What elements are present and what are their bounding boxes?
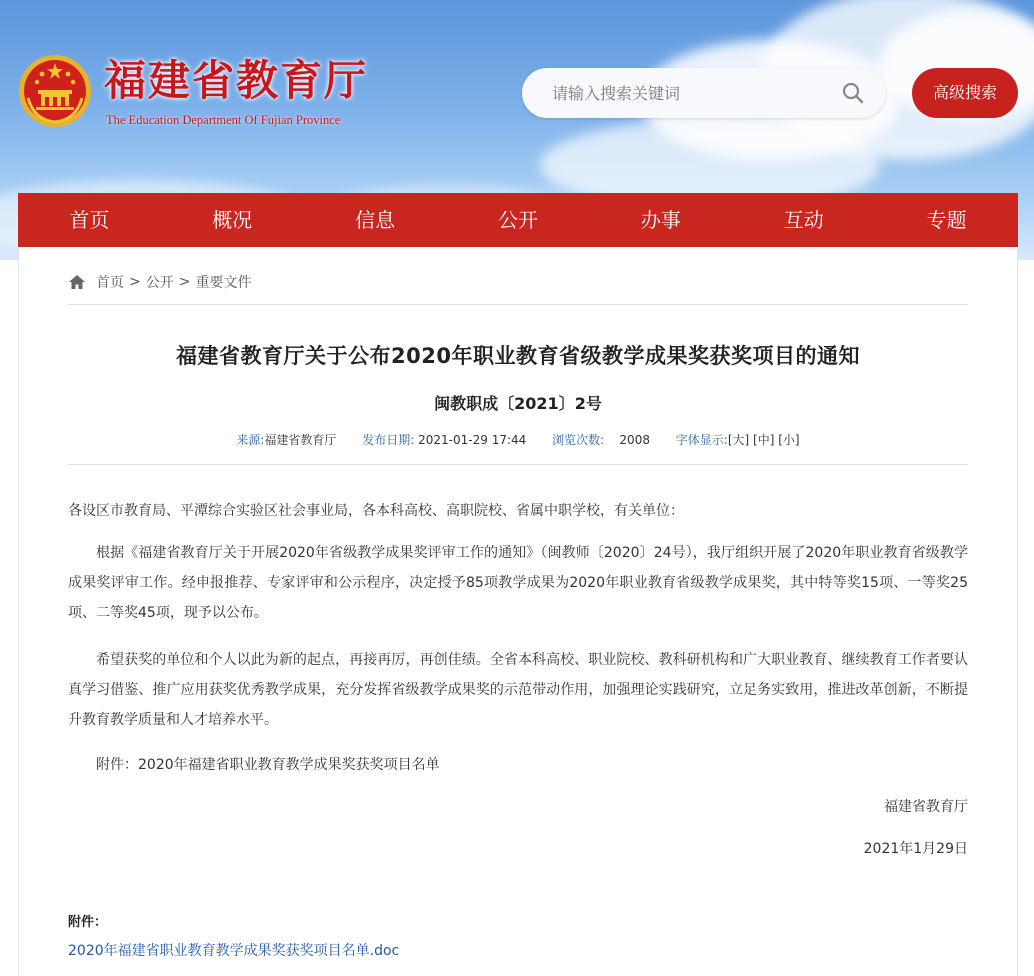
attachment-label: 附件： xyxy=(68,915,108,930)
nav-item-public[interactable]: 公开 xyxy=(498,208,538,232)
nav-item-overview[interactable]: 概况 xyxy=(212,208,253,232)
site-title: 福建省教育厅 xyxy=(104,56,369,105)
font-size-medium[interactable]: [中] xyxy=(753,433,775,447)
search-input[interactable] xyxy=(552,68,842,118)
meta-source-value: 福建省教育厅 xyxy=(264,433,337,447)
article-meta xyxy=(68,431,968,448)
divider xyxy=(68,304,968,305)
meta-date xyxy=(362,433,526,447)
article-signature: 福建省教育厅 xyxy=(884,799,968,815)
meta-font-label: 字体显示: xyxy=(675,433,728,447)
document-number: 闽教职成〔2021〕2号 xyxy=(434,394,602,413)
article-sign-date: 2021年1月29日 xyxy=(863,841,968,857)
nav-item-topics[interactable]: 专题 xyxy=(926,208,967,232)
breadcrumb-separator: > xyxy=(129,274,141,290)
breadcrumb-home[interactable]: 首页 xyxy=(96,275,124,291)
meta-views-value: 2008 xyxy=(619,433,650,447)
article-title: 福建省教育厅关于公布2020年职业教育省级教学成果奖获奖项目的通知 xyxy=(176,344,860,368)
national-emblem-icon xyxy=(18,54,92,128)
advanced-search-button[interactable]: 高级搜索 xyxy=(912,68,1018,118)
meta-date-value: 2021-01-29 17:44 xyxy=(418,433,527,447)
font-size-small[interactable]: [小] xyxy=(778,433,800,447)
breadcrumb xyxy=(68,271,251,293)
meta-source xyxy=(236,433,336,447)
breadcrumb-separator: > xyxy=(178,274,191,290)
breadcrumb-public[interactable]: 公开 xyxy=(145,275,174,291)
divider xyxy=(68,464,968,465)
meta-views xyxy=(552,433,650,447)
home-icon xyxy=(68,274,86,290)
breadcrumb-important-docs[interactable]: 重要文件 xyxy=(195,275,252,291)
search-icon[interactable] xyxy=(842,82,864,104)
article-salutation: 各设区市教育局、平潭综合实验区社会事业局，各本科高校、高职院校、省属中职学校，有关单位： xyxy=(68,503,684,519)
nav-item-interaction[interactable]: 互动 xyxy=(783,208,824,232)
attachment-link[interactable]: 2020年福建省职业教育教学成果奖获奖项目名单.doc xyxy=(68,943,400,959)
meta-date-label: 发布日期: xyxy=(362,433,415,447)
meta-views-label: 浏览次数: xyxy=(552,433,605,447)
font-size-large[interactable]: [大] xyxy=(727,433,750,447)
article-paragraph: 根据《福建省教育厅关于开展2020年省级教学成果奖评审工作的通知》（闽教师〔2020〕24号），我厅组织开展了2020年职业教育省级教学成果奖评审工作。经申报推荐、专家评审和公示程序，决定授予85项教学成果为2020年职业教育省级教学成果奖，其中特等奖15项、一等奖25项、二等奖45项，现予以公布。 xyxy=(68,545,968,621)
article-paragraph: 希望获奖的单位和个人以此为新的起点，再接再厉，再创佳绩。全省本科高校、职业院校、教科研机构和广大职业教育、继续教育工作者要认真学习借鉴、推广应用获奖优秀教学成果，充分发挥省级教学成果奖的示范带动作用，加强理论实践研究，立足务实致用，推进改革创新，不断提升教育教学质量和人才培养水平。 xyxy=(68,652,968,728)
article-attachment-note: 附件：2020年福建省职业教育教学成果奖获奖项目名单 xyxy=(96,757,440,773)
nav-item-info[interactable]: 信息 xyxy=(355,208,396,232)
search-box xyxy=(522,68,886,118)
nav-item-home[interactable]: 首页 xyxy=(69,208,110,232)
nav-item-services[interactable]: 办事 xyxy=(640,208,681,232)
site-subtitle: The Education Department Of Fujian Province xyxy=(106,113,341,127)
meta-font-size xyxy=(676,433,800,447)
main-nav xyxy=(18,193,1018,247)
meta-source-label: 来源: xyxy=(236,433,265,447)
